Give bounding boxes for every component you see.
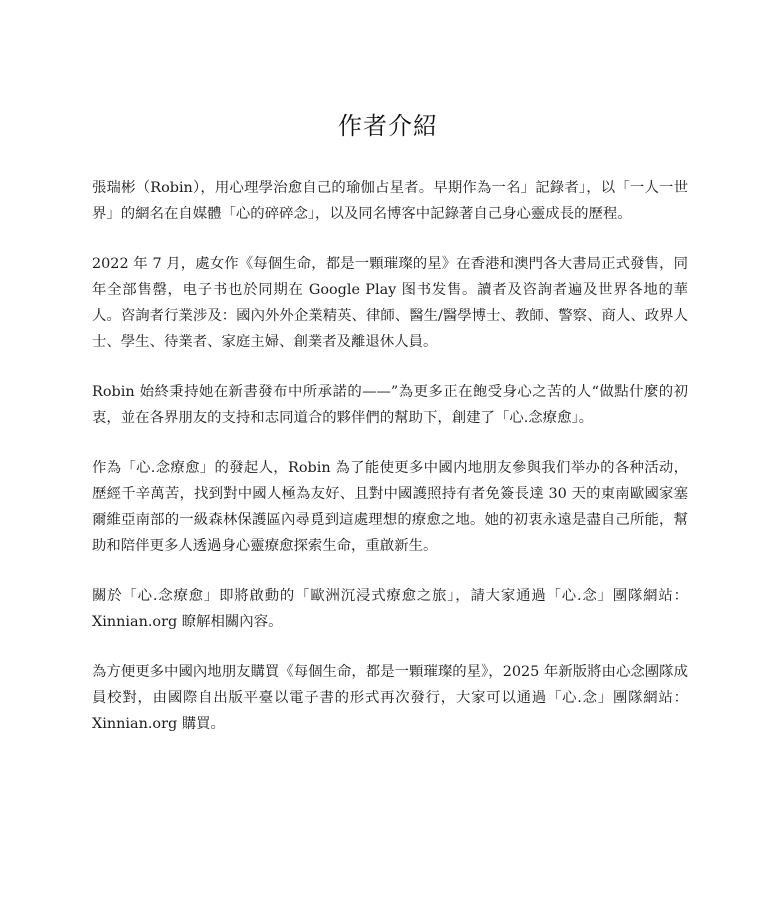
page-title: 作者介紹 (338, 112, 438, 140)
paragraph-intro: 張瑞彬（Robin），用心理學治愈自己的瑜伽占星者。早期作為一名」記錄者」，以「一人一世界」的網名在自媒體「心的碎碎念」，以及同名博客中記錄著自己身心靈成長的歷程。 (92, 180, 688, 222)
paragraph-europe-journey: 關於「心.念療愈」即將啟動的「歐洲沉浸式療愈之旅」，請大家通過「心.念」團隊網站：Xinnian.org 瞭解相關內容。 (92, 588, 688, 630)
paragraph-new-edition: 為方便更多中國內地朋友購買《每個生命，都是一顆璀璨的星》，2025 年新版將由心念團隊成員校對，由國際自出版平臺以電子書的形式再次發行，大家可以通過「心.念」團隊網站：Xinnian.org 購買。 (92, 664, 688, 732)
paragraph-debut-book: 2022 年 7 月，處女作《每個生命，都是一顆璀璨的星》在香港和澳門各大書局正式發售，同年全部售罄，电子书也於同期在 Google Play 图书发售。讀者及咨詢者遍及世界各地的華人。咨詢者行業涉及：國內外外企業精英、律師、醫生/醫學博士、教師、警察、商人、政界人士、學生、待業者、家庭主婦、創業者及離退休人員。 (92, 256, 688, 350)
paragraph-healing-site: 作為「心.念療愈」的發起人，Robin 為了能使更多中國内地朋友參與我们举办的各种活动，歷經千辛萬苦，找到對中國人極為友好、且對中國護照持有者免簽長達 30 天的東南歐國家塞爾維亞南部的一級森林保護區內尋覓到這處理想的療愈之地。她的初衷永遠是盡自己所能，幫助和陪伴更多人透過身心靈療愈探索生命，重啟新生。 (92, 460, 688, 554)
paragraph-founding: Robin 始終秉持她在新書發布中所承諾的——”為更多正在飽受身心之苦的人“做點什麼的初衷，並在各界朋友的支持和志同道合的夥伴們的幫助下，創建了「心.念療愈」。 (92, 384, 688, 426)
document-body (92, 175, 688, 761)
